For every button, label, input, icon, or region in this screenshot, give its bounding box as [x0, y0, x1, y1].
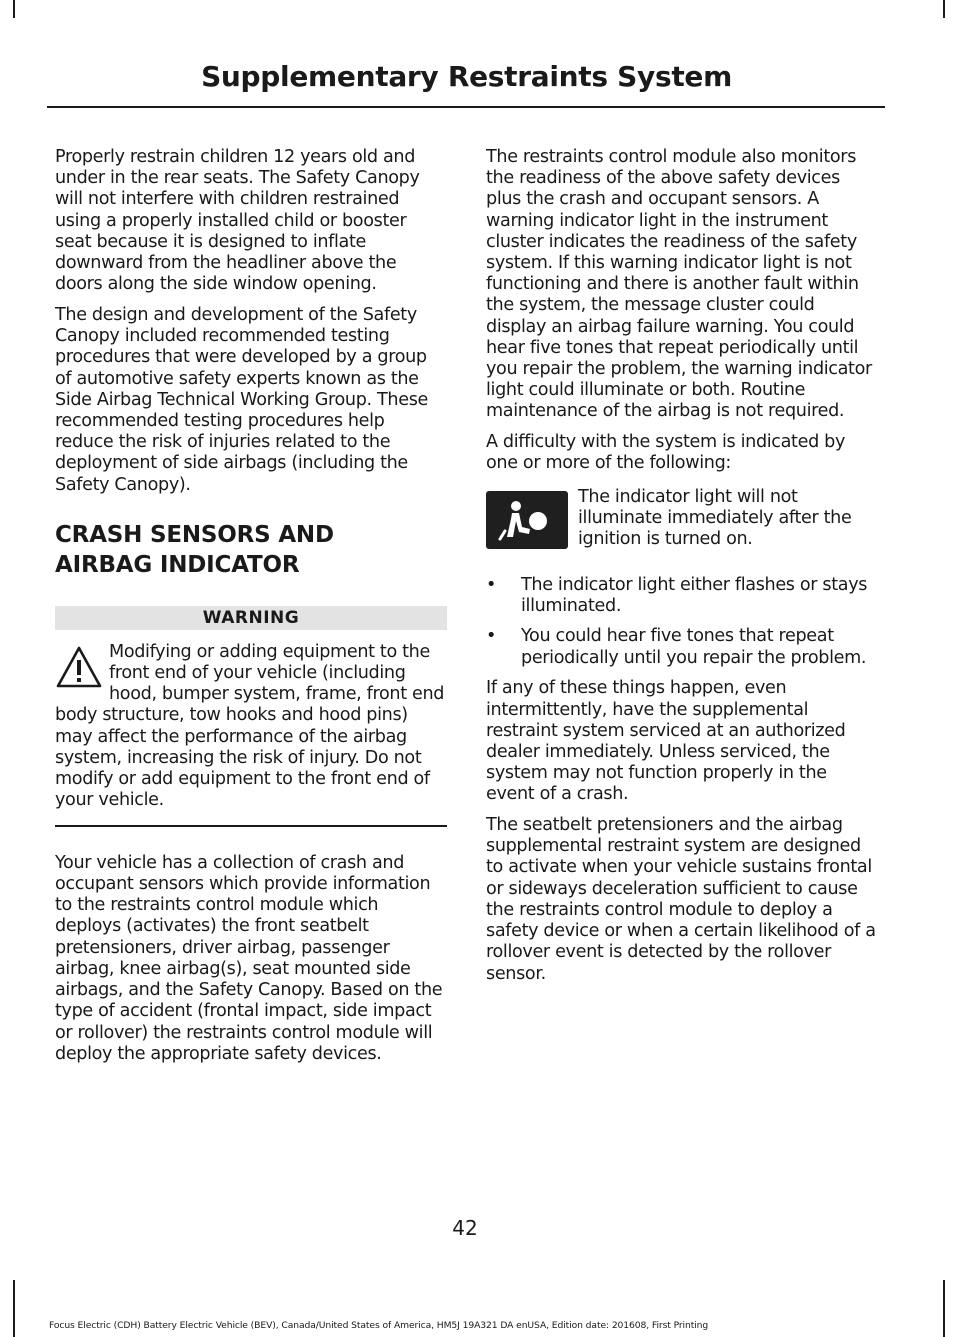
right-column [486, 147, 878, 994]
list-item-text: The indicator light either flashes or stays illuminated. [521, 574, 868, 616]
footer-text: Focus Electric (CDH) Battery Electric Vehicle (BEV), Canada/United States of America, HM5J 19A321 DA enUSA, Edition date: 201608, First Printing [49, 1320, 709, 1331]
paragraph: A difficulty with the system is indicated by one or more of the following: [486, 432, 846, 474]
warning-label: WARNING [55, 606, 447, 630]
airbag-person-icon [486, 491, 568, 549]
section-heading [55, 520, 447, 580]
paragraph: Properly restrain children 12 years old and under in the rear seats. The Safety Canopy will not interfere with children restrained using a properly installed child or booster seat because it is designed to inflate downward from the headliner above the doors along the side window opening. [55, 147, 420, 295]
list-item [486, 575, 878, 617]
paragraph: The design and development of the Safety Canopy included recommended testing procedures that were developed by a group of automotive safety experts known as the Side Airbag Technical Working Group. These recommended testing procedures help reduce the risk of injuries related to the deployment of side airbags (including the Safety Canopy). [55, 304, 428, 495]
paragraph: Your vehicle has a collection of crash and occupant sensors which provide information to the restraints control module which deploys (activates) the front seatbelt pretensioners, driver airbag, passenger airbag, knee airbag(s), seat mounted side airbags, and the Safety Canopy. Based on the type of accident (frontal impact, side impact or rollover) the restraints control module will deploy the appropriate safety devices. [55, 852, 443, 1064]
airbag-indicator-row [486, 487, 878, 561]
list-item-text: You could hear five tones that repeat periodically until you repair the problem. [521, 626, 867, 668]
paragraph: The seatbelt pretensioners and the airbag supplemental restraint system are designed to activate when your vehicle sustains frontal or sideways deceleration sufficient to cause the restraints control module to deploy a safety device or when a certain likelihood of a rollover event is detected by the rollover sensor. [486, 815, 876, 984]
crop-mark-top-left [13, 0, 15, 18]
section-heading-line: CRASH SENSORS AND [55, 521, 334, 548]
header-rule [47, 106, 885, 108]
bullet-icon: • [486, 626, 497, 647]
crop-mark-bottom-right [943, 1280, 945, 1337]
indicator-text: The indicator light will not illuminate immediately after the ignition is turned on. [578, 486, 852, 549]
section-heading-line: AIRBAG INDICATOR [55, 551, 300, 578]
left-column [55, 147, 447, 1074]
airbag-warning-icon [486, 491, 568, 549]
warning-block [55, 642, 447, 812]
paragraph: The restraints control module also monitors the readiness of the above safety devices plus the crash and occupant sensors. A warning indicator light in the instrument cluster indicates the readiness of the safety system. If this warning indicator light is not functioning and there is another fault within the system, the message cluster could display an airbag failure warning. You could hear five tones that repeat periodically until you repair the problem, the warning indicator light could illuminate or both. Routine maintenance of the airbag is not required. [486, 147, 872, 422]
crop-mark-top-right [943, 0, 945, 18]
warning-rule [55, 825, 447, 827]
page-title: Supplementary Restraints System [201, 60, 732, 93]
list-item [486, 626, 878, 668]
warning-triangle-icon [55, 644, 103, 692]
crop-mark-bottom-left [13, 1280, 15, 1337]
warning-text: Modifying or adding equipment to the front end of your vehicle (including hood, bumper system, frame, front end body structure, tow hooks and hood pins) may affect the performance of the airbag system, increasing the risk of injury. Do not modify or add equipment to the front end of your vehicle. [55, 641, 445, 811]
bullet-icon: • [486, 574, 497, 595]
page-number: 42 [452, 1216, 478, 1240]
paragraph: If any of these things happen, even intermittently, have the supplemental restraint system serviced at an authorized dealer immediately. Unless serviced, the system may not function properly in the event of a crash. [486, 678, 846, 805]
